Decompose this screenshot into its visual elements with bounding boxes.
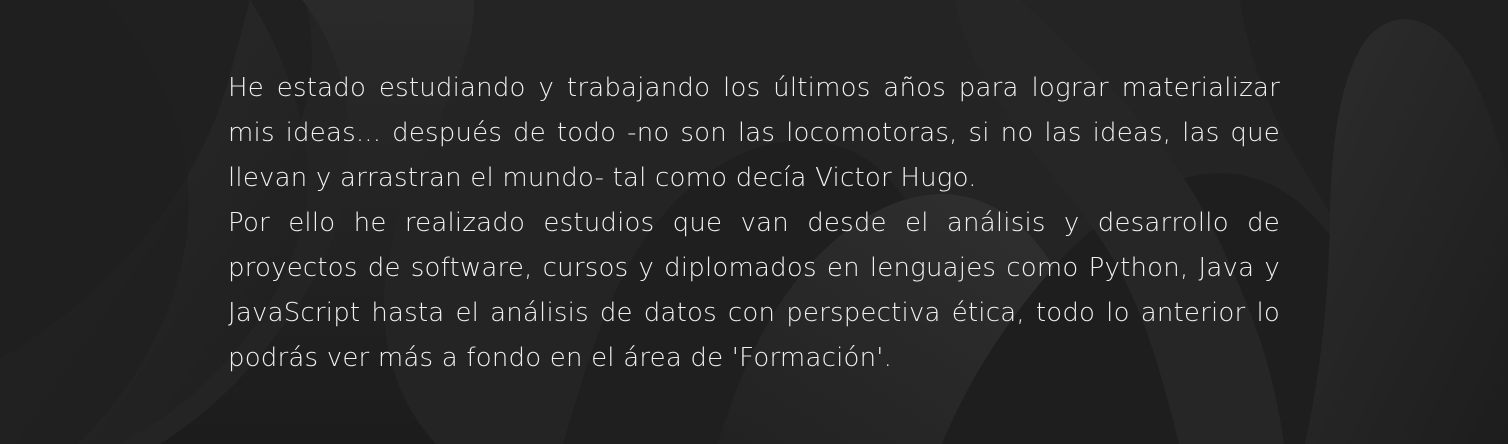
- intro-paragraph: He estado estudiando y trabajando los últimos años para lograr materializar mis ideas... después de todo -no son las locomotoras, si no las ideas, las que llevan y arrastran el mundo- tal como decía Victor Hugo.: [228, 73, 1280, 193]
- about-text-block: [228, 66, 1280, 381]
- studies-paragraph: Por ello he realizado estudios que van desde el análisis y desarrollo de proyectos de software, cursos y diplomados en lenguajes como Python, Java y JavaScript hasta el análisis de datos con perspectiva ética, todo lo anterior lo podrás ver más a fondo en el área de 'Formación'.: [228, 208, 1280, 373]
